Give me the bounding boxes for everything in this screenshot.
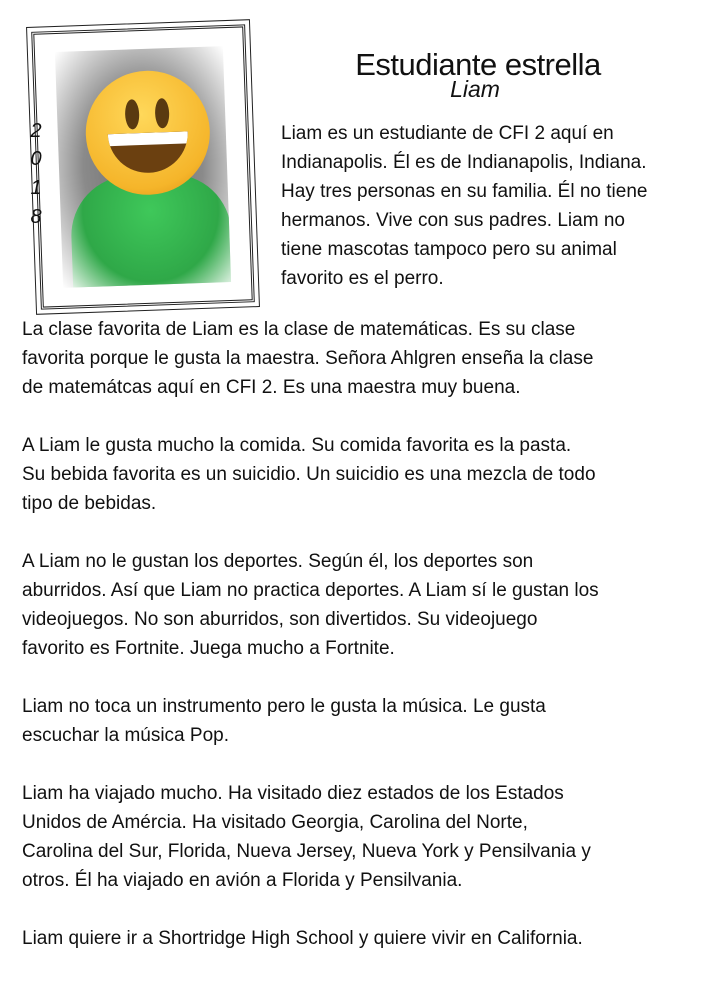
text-line: A Liam le gusta mucho la comida. Su comida favorita es la pasta.	[22, 435, 572, 456]
text-line: favorita porque le gusta la maestra. Señora Ahlgren enseña la clase	[22, 348, 594, 369]
text-line: favorito es Fortnite. Juega mucho a Fortnite.	[22, 638, 395, 659]
text-line: Su bebida favorita es un suicidio. Un suicidio es una mezcla de todo	[22, 464, 596, 485]
text-line: Liam no toca un instrumento pero le gusta la música. Le gusta	[22, 696, 546, 717]
text-line: Unidos de Amércia. Ha visitado Georgia, Carolina del Norte,	[22, 812, 528, 833]
text-line: tipo de bebidas.	[22, 493, 157, 514]
text-line: tiene mascotas tampoco pero su animal	[281, 239, 617, 260]
text-line: Liam ha viajado mucho. Ha visitado diez estados de los Estados	[22, 783, 564, 804]
text-line: hermanos. Vive con sus padres. Liam no	[281, 210, 625, 231]
text-line: escuchar la música Pop.	[22, 725, 229, 746]
body-text	[22, 315, 599, 982]
year-digit: 8	[30, 206, 42, 228]
student-photo	[55, 46, 231, 288]
text-line: de matemátcas aquí en CFI 2. Es una maestra muy buena.	[22, 377, 521, 398]
paragraph-travel	[22, 779, 599, 895]
text-line: La clase favorita de Liam es la clase de matemáticas. Es su clase	[22, 319, 576, 340]
paragraph-favorite-class	[22, 315, 599, 402]
text-line: Liam es un estudiante de CFI 2 aquí en	[281, 123, 614, 144]
text-line: A Liam no le gustan los deportes. Según él, los deportes son	[22, 551, 534, 572]
year-digit: 1	[30, 177, 42, 199]
year-digit: 2	[30, 120, 42, 142]
paragraph-music	[22, 692, 599, 750]
paragraph-sports-games	[22, 547, 599, 663]
text-line: Carolina del Sur, Florida, Nueva Jersey, Nueva York y Pensilvania y	[22, 841, 591, 862]
text-line: otros. Él ha viajado en avión a Florida y Pensilvania.	[22, 870, 463, 891]
text-line: Liam quiere ir a Shortridge High School y quiere vivir en California.	[22, 928, 583, 949]
student-name: Liam	[450, 76, 500, 102]
text-line: Hay tres personas en su familia. Él no tiene	[281, 181, 648, 202]
year-digit: 0	[30, 148, 42, 170]
intro-paragraph	[281, 119, 647, 293]
text-line: aburridos. Así que Liam no practica deportes. A Liam sí le gustan los	[22, 580, 599, 601]
text-line: favorito es el perro.	[281, 268, 444, 289]
text-line: videojuegos. No son aburridos, son divertidos. Su videojuego	[22, 609, 538, 630]
paragraph-food	[22, 431, 599, 518]
text-line: Indianapolis. Él es de Indianapolis, Indiana.	[281, 152, 647, 173]
paragraph-future	[22, 924, 599, 953]
page-title: Estudiante estrella	[355, 46, 601, 82]
photo-frame	[31, 24, 255, 309]
